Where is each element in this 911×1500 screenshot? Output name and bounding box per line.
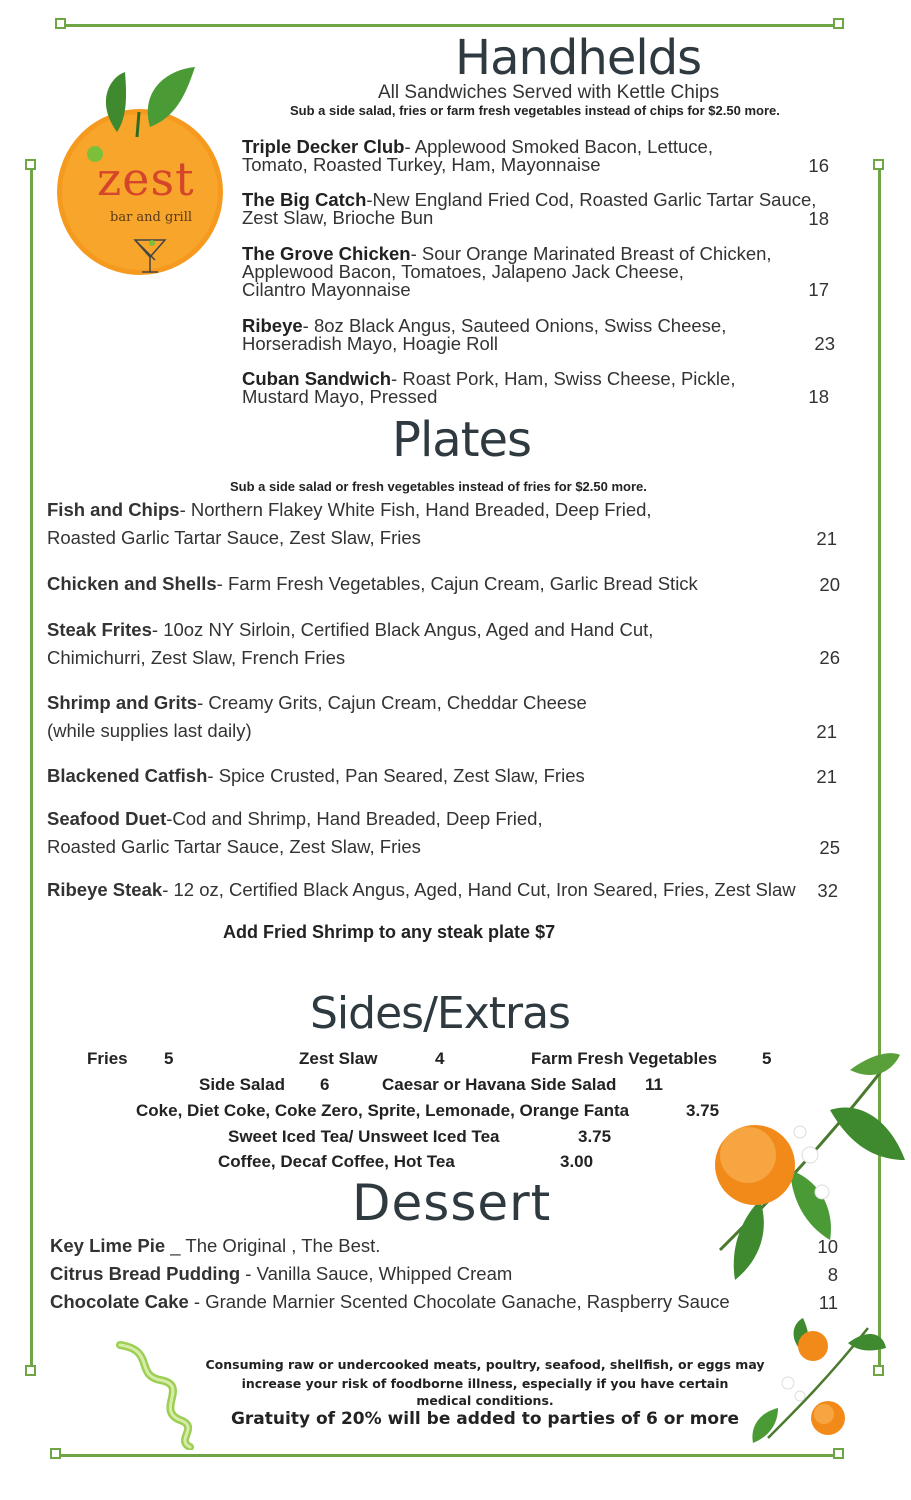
gratuity-note: Gratuity of 20% will be added to parties of 6 or more (230, 1409, 740, 1429)
side-price: 4 (435, 1049, 445, 1068)
item-desc: -New England Fried Cod, Roasted Garlic Tartar Sauce, (366, 189, 817, 210)
frame-corner (50, 1448, 61, 1459)
item-price: 16 (808, 155, 829, 176)
side-name: Caesar or Havana Side Salad (382, 1075, 617, 1094)
item-name: Fish and Chips (47, 499, 180, 520)
item-desc: - 12 oz, Certified Black Angus, Aged, Hand Cut, Iron Seared, Fries, Zest Slaw (162, 879, 796, 900)
item-price: 21 (816, 721, 837, 742)
menu-item-chocolate-cake (50, 1288, 770, 1316)
drink-name: Sweet Iced Tea/ Unsweet Iced Tea (228, 1127, 500, 1146)
item-price: 26 (819, 647, 840, 668)
item-price: 20 (819, 574, 840, 595)
item-name: Steak Frites (47, 619, 152, 640)
item-desc: -Cod and Shrimp, Hand Breaded, Deep Fried, (166, 808, 543, 829)
menu-item-triple-decker (242, 138, 817, 174)
plates-note: Sub a side salad or fresh vegetables instead of fries for $2.50 more. (230, 479, 647, 494)
handhelds-title: Handhelds (455, 30, 702, 86)
side-price: 5 (762, 1049, 772, 1068)
menu-item-grove-chicken (242, 245, 817, 299)
item-price: 18 (808, 208, 829, 229)
side-name: Zest Slaw (299, 1049, 378, 1068)
menu-item-steak-frites (47, 616, 807, 672)
side-name: Farm Fresh Vegetables (531, 1049, 718, 1068)
item-name: The Grove Chicken (242, 243, 411, 264)
side-name: Side Salad (199, 1075, 285, 1094)
item-price: 17 (808, 279, 829, 300)
side-price: 6 (320, 1075, 330, 1094)
frame-left (30, 170, 33, 1375)
disclaimer-line: Consuming raw or undercooked meats, poultry, seafood, shellfish, or eggs may (205, 1357, 765, 1372)
item-name: Shrimp and Grits (47, 692, 198, 713)
frame-corner (25, 159, 36, 170)
frame-bottom (60, 1454, 838, 1457)
item-name: Ribeye Steak (47, 879, 163, 900)
item-desc: Chimichurri, Zest Slaw, French Fries (47, 647, 346, 668)
side-name: Fries (87, 1049, 128, 1068)
item-desc: - Spice Crusted, Pan Seared, Zest Slaw, Fries (207, 765, 585, 786)
item-price: 21 (816, 528, 837, 549)
drink-name: Coke, Diet Coke, Coke Zero, Sprite, Lemonade, Orange Fanta (136, 1101, 630, 1120)
menu-item-chicken-shells (47, 570, 807, 598)
logo-name: zest (97, 152, 195, 206)
item-desc: - Grande Marnier Scented Chocolate Ganache, Raspberry Sauce (188, 1291, 730, 1312)
item-desc: Mustard Mayo, Pressed (242, 386, 438, 407)
menu-item-ribeye-steak (47, 876, 807, 904)
menu-item-fish-chips (47, 496, 807, 552)
item-price: 23 (814, 333, 835, 354)
item-price: 18 (808, 386, 829, 407)
item-desc: - Roast Pork, Ham, Swiss Cheese, Pickle, (391, 368, 736, 389)
item-desc: Roasted Garlic Tartar Sauce, Zest Slaw, Fries (47, 527, 421, 548)
menu-item-citrus-bread-pudding (50, 1260, 770, 1288)
item-desc: Cilantro Mayonnaise (242, 279, 411, 300)
side-price: 5 (164, 1049, 174, 1068)
plates-title: Plates (392, 412, 532, 468)
menu-item-blackened-catfish (47, 762, 807, 790)
handhelds-subtitle: All Sandwiches Served with Kettle Chips (378, 82, 720, 103)
menu-item-cuban (242, 370, 817, 406)
item-desc: - Sour Orange Marinated Breast of Chicken, (410, 243, 772, 264)
logo (55, 62, 225, 287)
frame-corner (55, 18, 66, 29)
item-name: Chicken and Shells (47, 573, 217, 594)
item-desc: - Creamy Grits, Cajun Cream, Cheddar Cheese (197, 692, 587, 713)
plates-addon: Add Fried Shrimp to any steak plate $7 (223, 922, 556, 942)
item-desc: - 8oz Black Angus, Sauteed Onions, Swiss Cheese, (302, 315, 727, 336)
frame-top (66, 24, 839, 27)
drink-price: 3.00 (560, 1152, 594, 1171)
item-desc: - Applewood Smoked Bacon, Lettuce, (404, 136, 713, 157)
frame-corner (833, 1448, 844, 1459)
drink-price: 3.75 (578, 1127, 612, 1146)
lime-peel-icon (105, 1335, 205, 1450)
item-name: Citrus Bread Pudding (50, 1263, 241, 1284)
item-desc: - 10oz NY Sirloin, Certified Black Angus, Aged and Hand Cut, (151, 619, 654, 640)
item-name: Cuban Sandwich (242, 368, 392, 389)
frame-corner (833, 18, 844, 29)
sides-title: Sides/Extras (310, 988, 570, 1039)
handhelds-note: Sub a side salad, fries or farm fresh vegetables instead of chips for $2.50 more. (290, 103, 780, 118)
disclaimer-line: medical conditions. (416, 1393, 554, 1408)
item-desc: _ The Original , The Best. (165, 1235, 381, 1256)
menu-item-shrimp-grits (47, 689, 807, 745)
drink-price: 3.75 (686, 1101, 720, 1120)
item-desc: Roasted Garlic Tartar Sauce, Zest Slaw, Fries (47, 836, 421, 857)
menu-item-key-lime-pie (50, 1232, 770, 1260)
item-price: 21 (816, 766, 837, 787)
item-name: Chocolate Cake (50, 1291, 189, 1312)
item-desc: - Vanilla Sauce, Whipped Cream (240, 1263, 513, 1284)
item-price: 11 (818, 1292, 838, 1313)
item-price: 10 (817, 1236, 838, 1257)
item-desc: (while supplies last daily) (47, 720, 252, 741)
item-desc: Horseradish Mayo, Hoagie Roll (242, 333, 499, 354)
item-desc: Tomato, Roasted Turkey, Ham, Mayonnaise (242, 154, 601, 175)
item-name: Ribeye (242, 315, 303, 336)
side-price: 11 (645, 1075, 663, 1094)
dessert-title: Dessert (352, 1174, 552, 1232)
disclaimer-line: increase your risk of foodborne illness, especially if you have certain (241, 1376, 729, 1391)
menu-item-big-catch (242, 191, 827, 227)
menu-item-seafood-duet (47, 805, 807, 861)
logo-tagline: bar and grill (110, 210, 193, 225)
menu-item-ribeye (242, 317, 817, 353)
item-price: 8 (827, 1264, 838, 1285)
item-name: Blackened Catfish (47, 765, 208, 786)
item-name: The Big Catch (242, 189, 367, 210)
item-name: Seafood Duet (47, 808, 167, 829)
frame-corner (873, 159, 884, 170)
item-price: 32 (817, 880, 838, 901)
item-desc: - Northern Flakey White Fish, Hand Breaded, Deep Fried, (179, 499, 652, 520)
drink-name: Coffee, Decaf Coffee, Hot Tea (218, 1152, 455, 1171)
item-desc: Zest Slaw, Brioche Bun (242, 207, 434, 228)
item-desc: - Farm Fresh Vegetables, Cajun Cream, Garlic Bread Stick (216, 573, 698, 594)
item-desc: Applewood Bacon, Tomatoes, Jalapeno Jack Cheese, (242, 261, 684, 282)
item-price: 25 (819, 837, 840, 858)
frame-corner (25, 1365, 36, 1376)
item-name: Triple Decker Club (242, 136, 405, 157)
item-name: Key Lime Pie (50, 1235, 166, 1256)
